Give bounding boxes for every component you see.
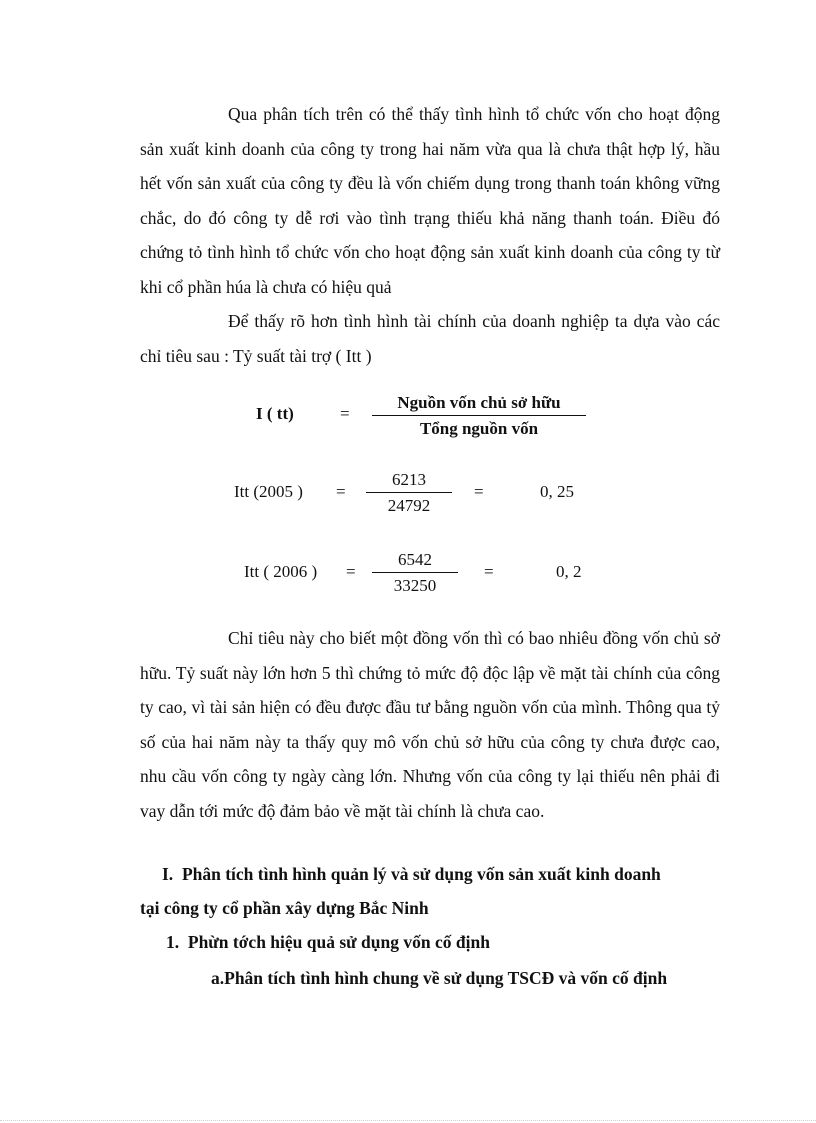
fraction-bar	[366, 492, 452, 493]
heading-section-I-continued: tại công ty cổ phần xây dựng Bắc Ninh	[140, 898, 429, 918]
formula-numerator: Nguồn vốn chủ sở hữu	[397, 393, 561, 412]
fraction-bar	[372, 415, 586, 416]
heading-subsection-a	[211, 968, 667, 989]
heading-text: Phừn tớch hiệu quả sử dụng vốn cố định	[187, 932, 490, 952]
heading-number: 1.	[166, 932, 180, 952]
heading-text: Phân tích tình hình chung về sử dụng TSCĐ và vốn cố định	[224, 968, 668, 988]
page-bottom-border	[0, 1120, 816, 1121]
calc-2005-equals-result: =	[474, 482, 484, 501]
calc-2005-fraction	[366, 470, 452, 516]
calc-2006-equals: =	[346, 562, 356, 581]
heading-number: I.	[162, 864, 174, 884]
heading-number: a.	[211, 968, 225, 988]
calc-2005-label: Itt (2005 )	[234, 482, 303, 501]
formula-label: I ( tt)	[256, 404, 294, 423]
heading-subsection-1	[166, 932, 490, 953]
calc-2005-result: 0, 25	[540, 482, 574, 501]
calc-2005-numerator: 6213	[392, 470, 426, 489]
heading-text: Phân tích tình hình quản lý và sử dụng vốn sản xuất kinh doanh	[181, 864, 661, 884]
calc-2006-result: 0, 2	[556, 562, 582, 581]
calc-2006-fraction	[372, 550, 458, 596]
calc-2006-numerator: 6542	[398, 550, 432, 569]
calc-2006-equals-result: =	[484, 562, 494, 581]
formula-fraction	[372, 393, 586, 439]
formula-denominator: Tổng nguồn vốn	[419, 419, 539, 438]
paragraph-financial-indicators: Để thấy rõ hơn tình hình tài chính của doanh nghiệp ta dựa vào các chỉ tiêu sau : Tỷ suất tài trợ ( Itt )	[140, 311, 720, 366]
calc-2005-denominator: 24792	[387, 496, 431, 515]
formula-equals: =	[340, 404, 350, 423]
calc-2005-equals: =	[336, 482, 346, 501]
paragraph-capital-organization: Qua phân tích trên có thể thấy tình hình tổ chức vốn cho hoạt động sản xuất kinh doanh của công ty trong hai năm vừa qua là chưa thật hợp lý, hầu hết vốn sản xuất của công ty đều là vốn chiếm dụng trong thanh toán không vững chắc, do đó công ty dễ rơi vào tình trạng thiếu khả năng thanh toán. Điều đó chứng tỏ tình hình tổ chức vốn cho hoạt động sản xuất kinh doanh của công ty từ khi cổ phần húa là chưa có hiệu quả	[140, 104, 720, 297]
calc-2006-denominator: 33250	[393, 576, 437, 595]
paragraph-ratio-explanation: Chỉ tiêu này cho biết một đồng vốn thì có bao nhiêu đồng vốn chủ sở hữu. Tỷ suất này lớn hơn 5 thì chứng tỏ mức độ độc lập về mặt tài chính của công ty cao, vì tài sản hiện có đều được đầu tư bằng nguồn vốn của mình. Thông qua tỷ số của hai năm này ta thấy quy mô vốn chủ sở hữu của công ty chưa được cao, nhu cầu vốn công ty ngày càng lớn. Nhưng vốn của công ty lại thiếu nên phải đi vay dẫn tới mức độ đảm bảo về mặt tài chính là chưa cao.	[140, 628, 720, 821]
calc-2006-label: Itt ( 2006 )	[244, 562, 318, 581]
heading-section-I	[162, 864, 661, 885]
fraction-bar	[372, 572, 458, 573]
